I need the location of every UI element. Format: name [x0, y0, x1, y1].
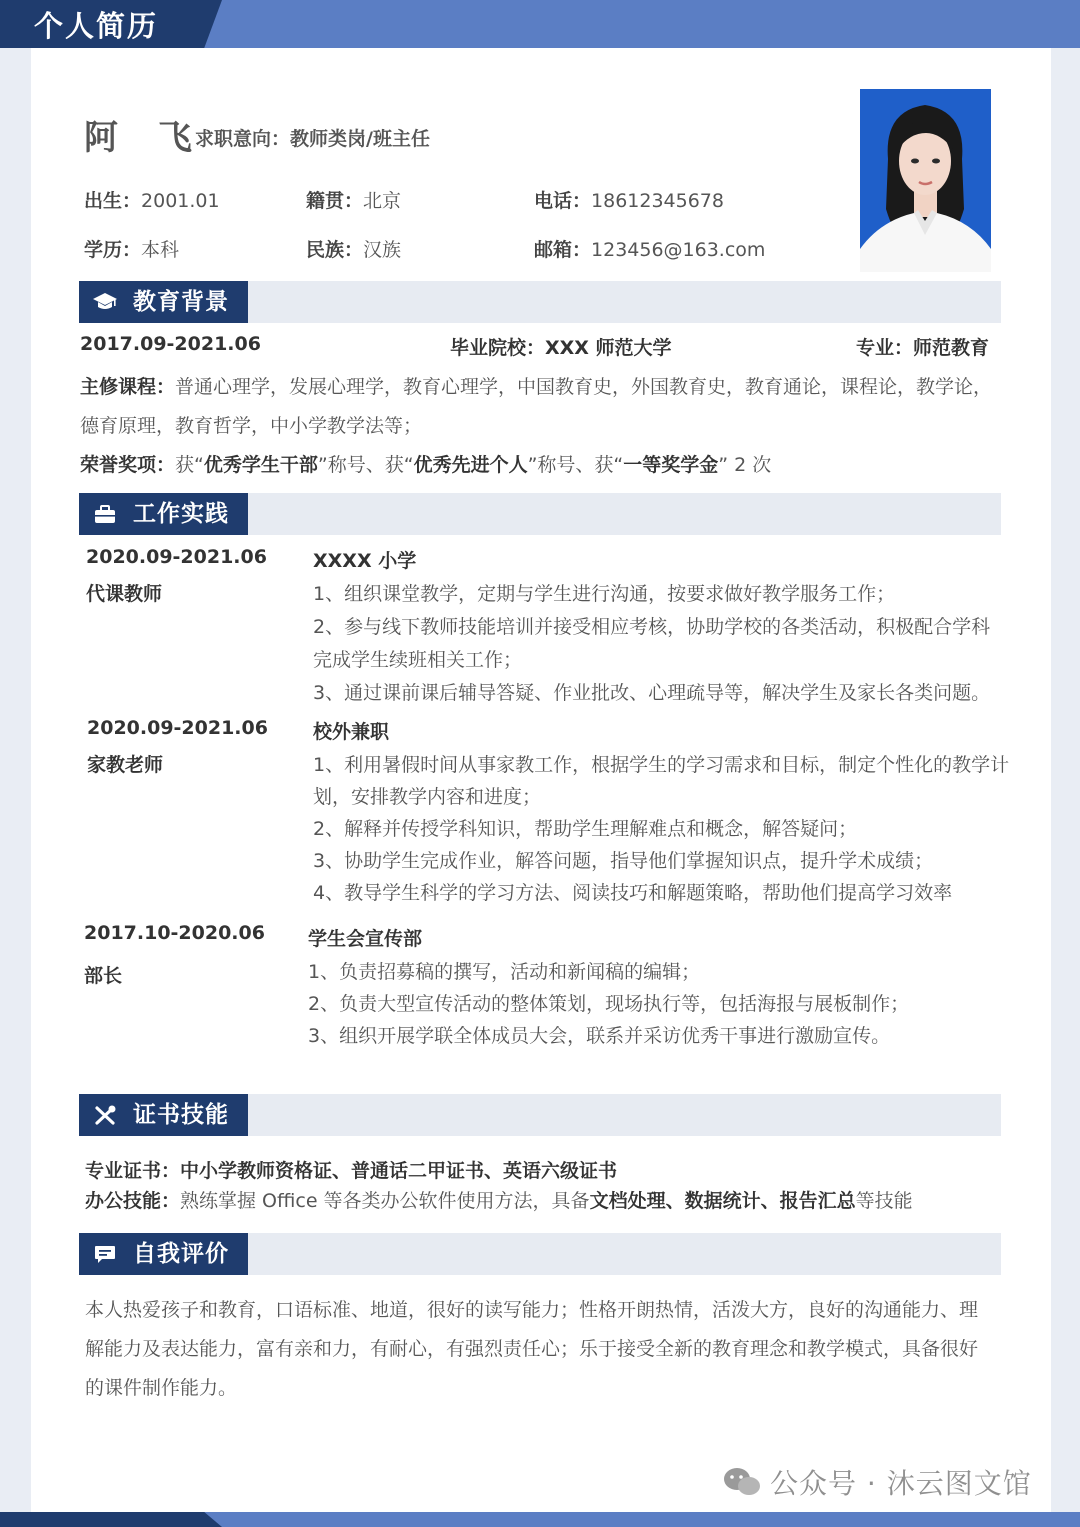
section-self-tab [79, 1233, 248, 1275]
edu-school: 毕业院校：XXX 师范大学 [450, 337, 672, 359]
work3-line: 3、组织开展学联全体成员大会，联系并采访优秀干事进行激励宣传。 [308, 1025, 891, 1047]
work3-role: 部长 [84, 965, 123, 987]
work1-period: 2020.09-2021.06 [86, 546, 267, 568]
work1-line: 完成学生续班相关工作； [313, 649, 523, 671]
edu-courses-cont: 德育原理，教育哲学，中小学教学法等； [80, 415, 423, 437]
self-eval-line: 解能力及表达能力，富有亲和力，有耐心，有强烈责任心；乐于接受全新的教育理念和教学模式，具备很好 [85, 1338, 979, 1360]
section-work-header [79, 493, 1001, 535]
work2-line: 3、协助学生完成作业，解答问题，指导他们掌握知识点，提升学术成绩； [313, 850, 934, 872]
work2-line: 划，安排教学内容和进度； [313, 786, 542, 808]
work1-line: 2、参与线下教师技能培训并接受相应考核，协助学校的各类活动，积极配合学科 [313, 616, 991, 638]
ethnicity-field: 民族：汉族 [306, 239, 402, 261]
section-work-tab [79, 493, 248, 535]
work2-period: 2020.09-2021.06 [87, 717, 268, 739]
edu-honors: 荣誉奖项：获“优秀学生干部”称号、获“优秀先进个人”称号、获“一等奖学金” 2 次 [80, 454, 772, 476]
section-education-header [79, 281, 1001, 323]
self-eval-line: 的课件制作能力。 [85, 1377, 238, 1399]
briefcase-icon [92, 503, 118, 525]
edu-courses: 主修课程：普通心理学，发展心理学，教育心理学，中国教育史，外国教育史，教育通论，课程论，教学论， [80, 376, 993, 398]
skills-office: 办公技能：熟练掌握 Office 等各类办公软件使用方法，具备文档处理、数据统计、报告汇总等技能 [85, 1190, 913, 1212]
candidate-name: 阿 飞 [84, 118, 206, 158]
section-skills-header [79, 1094, 1001, 1136]
section-skills-tab [79, 1094, 248, 1136]
section-education-tab [79, 281, 248, 323]
profile-photo [860, 89, 991, 272]
job-intent: 求职意向：教师类岗/班主任 [195, 128, 430, 150]
watermark-text: 公众号 · 沐云图文馆 [770, 1467, 1032, 1500]
work2-line: 2、解释并传授学科知识，帮助学生理解难点和概念，解答疑问； [313, 818, 858, 840]
graduation-cap-icon [92, 291, 118, 313]
work1-line: 1、组织课堂教学，定期与学生进行沟通，按要求做好教学服务工作； [313, 583, 896, 605]
bottom-tab [0, 1512, 222, 1527]
work3-org: 学生会宣传部 [308, 928, 423, 950]
page-title: 个人简历 [34, 9, 159, 43]
edu-period: 2017.09-2021.06 [80, 333, 261, 355]
work3-line: 2、负责大型宣传活动的整体策划，现场执行等，包括海报与展板制作； [308, 993, 910, 1015]
section-education-title: 教育背景 [133, 289, 229, 315]
section-self-header [79, 1233, 1001, 1275]
work2-line: 4、教导学生科学的学习方法、阅读技巧和解题策略，帮助他们提高学习效率 [313, 882, 953, 904]
work3-line: 1、负责招募稿的撰写，活动和新闻稿的编辑； [308, 961, 701, 983]
work1-line: 3、通过课前课后辅导答疑、作业批改、心理疏导等，解决学生及家长各类问题。 [313, 682, 991, 704]
section-self-title: 自我评价 [133, 1241, 229, 1267]
birth-field: 出生：2001.01 [84, 190, 220, 212]
phone-field: 电话：18612345678 [534, 190, 724, 212]
wechat-icon [722, 1466, 762, 1498]
work1-role: 代课教师 [86, 583, 163, 605]
education-level-field: 学历：本科 [84, 239, 180, 261]
edu-major: 专业：师范教育 [856, 337, 990, 359]
skills-cert: 专业证书：中小学教师资格证、普通话二甲证书、英语六级证书 [85, 1160, 618, 1182]
section-work-title: 工作实践 [133, 501, 229, 527]
email-field: 邮箱：123456@163.com [534, 239, 766, 261]
work3-period: 2017.10-2020.06 [84, 922, 265, 944]
work2-line: 1、利用暑假时间从事家教工作，根据学生的学习需求和目标，制定个性化的教学计 [313, 754, 1010, 776]
section-skills-title: 证书技能 [133, 1102, 229, 1128]
work2-role: 家教老师 [87, 754, 164, 776]
comment-icon [92, 1243, 118, 1265]
work2-org: 校外兼职 [313, 721, 390, 743]
tools-icon [92, 1104, 118, 1126]
native-field: 籍贯：北京 [306, 190, 402, 212]
work1-org: XXXX 小学 [313, 550, 417, 572]
self-eval-line: 本人热爱孩子和教育，口语标准、地道，很好的读写能力；性格开朗热情，活泼大方，良好的沟通能力、理 [85, 1299, 979, 1321]
